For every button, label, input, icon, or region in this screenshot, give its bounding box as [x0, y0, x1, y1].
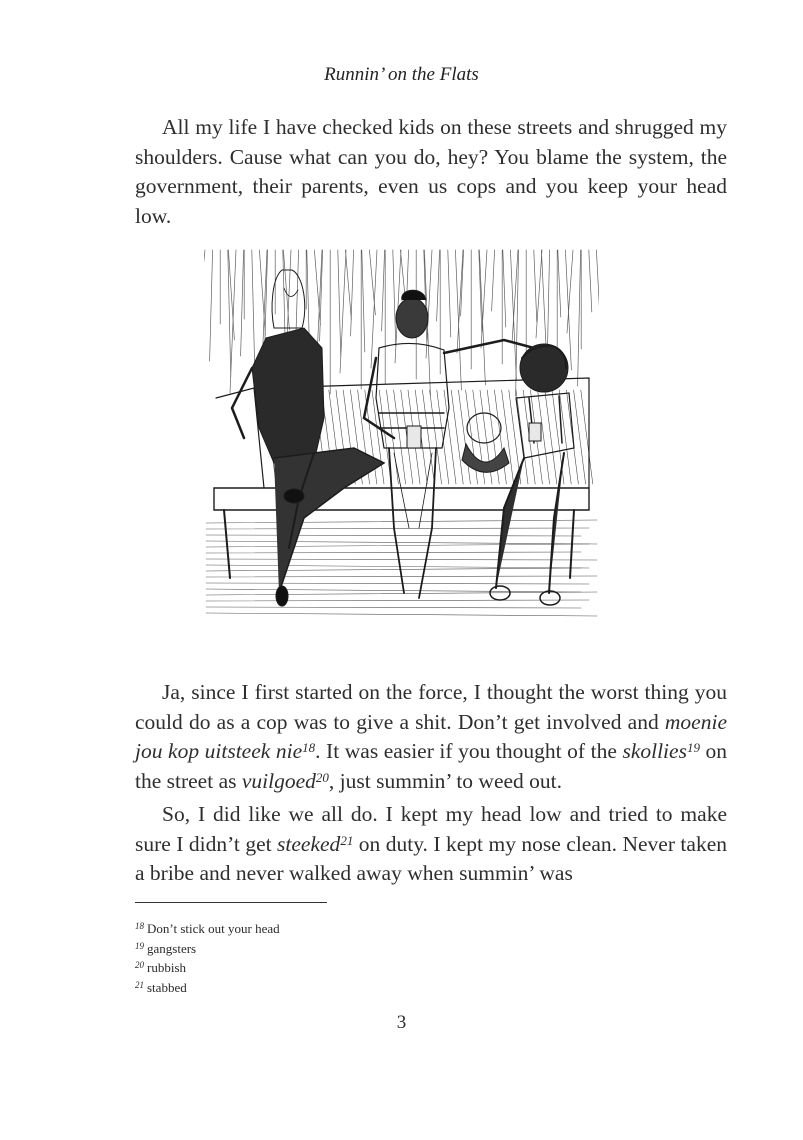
footnote-separator — [135, 902, 327, 903]
footnote: $^{18}$ Don’t stick out your head — [135, 921, 280, 936]
paragraph-3: So, I did like we all do. I kept my head low and tried to make sure I didn’t get steeked$^{21}$ on duty. I kept my nose clean. Never taken a bribe and never walked away when summin’ was — [135, 802, 727, 885]
footnote-ref-18: 18 — [302, 740, 316, 755]
sketch-illustration — [204, 248, 599, 618]
page-number: 3 — [396, 1012, 407, 1033]
paragraph-2: Ja, since I first started on the force, I thought the worst thing you could do as a cop was to give a shit. Don’t get involved and moenie jou kop uitsteek nie$^{18}$. It was easier if you thought of the skollies$^{19}$ on the street as vuilgoed$^{20}$, just summin’ to weed out. — [135, 680, 728, 793]
footnote: $^{20}$ rubbish — [135, 960, 186, 975]
footnote: $^{21}$ stabbed — [135, 979, 187, 995]
footnotes — [135, 919, 535, 997]
footnote-ref-20: 20 — [315, 769, 329, 785]
paragraph-1: All my life I have checked kids on these streets and shrugged my shoulders. Cause what can you do, hey? You blame the system, the government, their parents, even us cops and you keep your head low. — [135, 115, 727, 228]
footnote: $^{19}$ gangsters — [135, 940, 197, 956]
running-head: Runnin’ on the Flats — [324, 64, 479, 85]
footnote-ref-19: 19 — [686, 740, 700, 755]
footnote-ref-21: 21 — [340, 832, 354, 848]
